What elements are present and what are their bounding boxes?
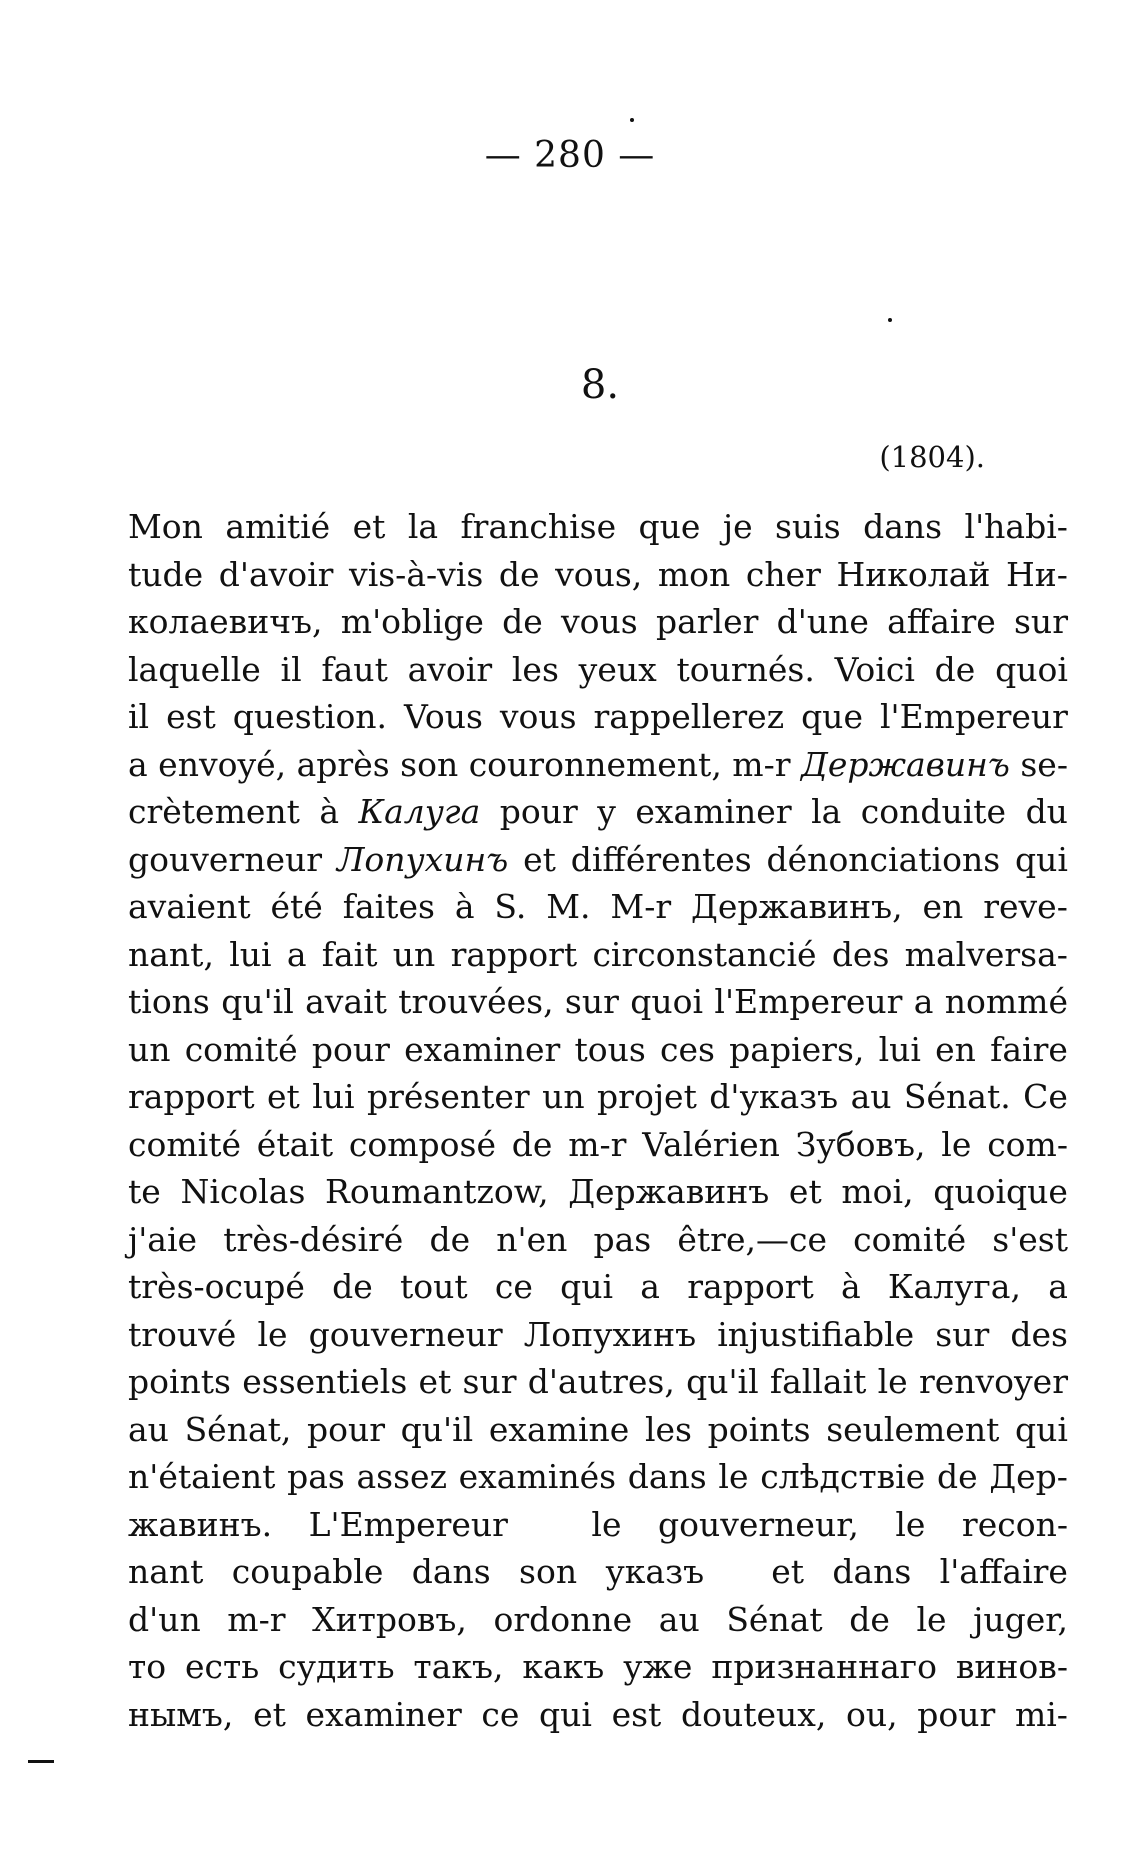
text-word: et — [523, 839, 556, 879]
text-word: comité — [128, 1124, 241, 1164]
text-word: être,—ce — [677, 1219, 827, 1259]
text-word: nant, — [128, 934, 214, 974]
text-word: son — [519, 1552, 578, 1591]
text-word: coupable — [231, 1552, 384, 1591]
text-line — [128, 1548, 1068, 1596]
text-word: de — [849, 1599, 890, 1639]
text-word: faire — [990, 1029, 1068, 1069]
text-word: qui — [1015, 839, 1068, 879]
text-word: moi, — [841, 1172, 914, 1211]
text-word: vous — [561, 602, 638, 641]
text-word: affaire — [887, 602, 996, 641]
text-word: n'en — [496, 1219, 568, 1259]
text-word: nommé — [944, 982, 1068, 1021]
text-word: pas — [287, 1457, 345, 1496]
text-word: composé — [348, 1124, 496, 1164]
text-word: au — [850, 1077, 892, 1116]
text-line — [128, 1263, 1068, 1311]
text-word: envoyé, — [158, 744, 287, 784]
text-word: d'указъ — [709, 1077, 839, 1116]
text-word: pour — [499, 792, 578, 831]
text-word: de — [511, 1124, 553, 1164]
text-word: le — [718, 1457, 749, 1496]
text-word: tude — [128, 554, 204, 594]
text-word: то — [128, 1647, 167, 1686]
text-line — [128, 1073, 1068, 1121]
text-word: avoir — [407, 649, 493, 689]
text-word: que — [801, 697, 863, 736]
text-word: m'oblige — [340, 602, 484, 641]
text-word: m-r — [732, 744, 791, 784]
page-number: — 280 — — [484, 135, 656, 176]
text-word: l'habi- — [964, 507, 1068, 546]
text-word: pour — [311, 1029, 390, 1069]
text-word: m-r — [227, 1599, 286, 1639]
text-word: comité — [853, 1219, 967, 1259]
text-line — [128, 1168, 1068, 1216]
text-word: des — [1010, 1314, 1068, 1354]
text-line — [128, 1121, 1068, 1169]
text-word: pour — [917, 1694, 996, 1734]
text-word: винов- — [955, 1647, 1068, 1686]
text-word: tout — [400, 1267, 468, 1306]
text-word: lui — [878, 1029, 921, 1069]
text-word: a — [286, 934, 307, 974]
text-word: crètement — [128, 792, 300, 831]
text-word: de — [934, 649, 976, 689]
text-line — [128, 931, 1068, 979]
text-word: L'Empereur — [308, 1504, 508, 1544]
text-line — [128, 1026, 1068, 1074]
text-word: des — [831, 934, 890, 974]
text-word: M. — [546, 887, 591, 926]
text-word: Ни- — [1006, 554, 1068, 594]
text-word: quoi — [630, 982, 704, 1021]
text-word: examinés — [458, 1457, 617, 1496]
letter-body — [128, 503, 1068, 1738]
text-word: d'avoir — [218, 554, 334, 594]
text-word: m-r — [568, 1124, 627, 1164]
text-word: après — [296, 744, 390, 784]
text-word: trouvé — [128, 1314, 237, 1354]
text-word: a — [913, 982, 934, 1021]
text-line — [128, 836, 1068, 884]
text-word: suis — [775, 507, 841, 546]
text-word: судить — [278, 1647, 395, 1686]
text-word: ou, — [846, 1694, 898, 1734]
text-word: Хитровъ, — [312, 1599, 467, 1639]
text-word: rapport — [128, 1077, 255, 1116]
text-word: le — [941, 1124, 972, 1164]
text-word: Ce — [1023, 1077, 1068, 1116]
text-word: est — [166, 697, 216, 736]
text-line — [128, 503, 1068, 551]
text-word: Mon — [128, 507, 203, 546]
text-word: Лопухинъ — [523, 1314, 697, 1354]
text-word: un — [542, 1077, 585, 1116]
text-word: d'un — [128, 1599, 201, 1639]
text-word: Valérien — [642, 1124, 780, 1164]
text-word: points — [128, 1362, 231, 1401]
text-word: Державинъ — [568, 1172, 770, 1211]
text-word: trouvées, — [398, 982, 554, 1021]
text-word: Лопухинъ — [336, 839, 509, 879]
text-line — [128, 646, 1068, 694]
text-word: tournés. — [676, 649, 815, 689]
text-word: faut — [321, 649, 388, 689]
text-word: de — [936, 1457, 978, 1496]
text-word: quoi — [995, 649, 1068, 689]
text-word: question. — [232, 697, 388, 736]
text-word: ordonne — [493, 1599, 633, 1639]
text-line — [128, 741, 1068, 789]
text-word: renvoyer — [918, 1362, 1068, 1401]
text-word: Калуга, — [887, 1267, 1021, 1306]
text-word: Зубовъ, — [795, 1124, 926, 1164]
text-word: dénonciations — [766, 839, 1001, 879]
text-word: au — [128, 1409, 169, 1449]
text-word: j'aie — [128, 1219, 198, 1259]
text-word: S. — [494, 887, 527, 926]
text-line — [128, 1596, 1068, 1644]
text-word: le — [257, 1314, 288, 1354]
text-word: Державинъ — [801, 744, 1010, 784]
text-word: pour — [307, 1409, 386, 1449]
text-word: de — [332, 1267, 373, 1306]
text-word: est — [611, 1694, 662, 1734]
text-word: en — [922, 887, 964, 926]
text-word: présenter — [367, 1077, 530, 1116]
text-line — [128, 1691, 1068, 1739]
text-word: gouverneur — [128, 839, 323, 879]
text-word: sur — [462, 1362, 517, 1401]
text-word: tous — [574, 1029, 646, 1069]
text-word: un — [128, 1029, 171, 1069]
text-word: de — [502, 602, 543, 641]
text-word: qu'il — [686, 1362, 759, 1401]
text-word: et — [788, 1172, 822, 1211]
text-word: amitié — [225, 507, 331, 546]
text-word: les — [511, 649, 559, 689]
text-word: examiner — [305, 1694, 462, 1734]
text-word: à — [319, 792, 340, 831]
text-word: rapport — [687, 1267, 814, 1306]
text-word: pas — [593, 1219, 652, 1259]
text-word: dans — [411, 1552, 491, 1591]
text-word: il — [280, 649, 302, 689]
text-word: le — [916, 1599, 947, 1639]
text-word: points — [707, 1409, 811, 1449]
ink-speck — [630, 118, 634, 122]
text-word: vous — [499, 697, 577, 736]
text-word: projet — [597, 1077, 697, 1116]
text-word: l'Empereur — [879, 697, 1068, 736]
text-word: très-désiré — [223, 1219, 404, 1259]
text-word: douteux, — [680, 1694, 827, 1734]
text-word: injustifiable — [717, 1314, 915, 1354]
text-line — [128, 883, 1068, 931]
text-word: l'Empereur — [714, 982, 903, 1021]
text-word: rappellerez — [593, 697, 785, 736]
text-word: такъ, — [413, 1647, 504, 1686]
text-word: Sénat, — [184, 1409, 292, 1449]
text-word: se- — [1020, 744, 1068, 784]
text-word: en — [935, 1029, 976, 1069]
text-word: franchise — [460, 507, 617, 546]
text-word: Николай — [836, 554, 991, 594]
text-word: mon — [657, 554, 731, 594]
text-word: yeux — [578, 649, 657, 689]
text-word: examiner — [635, 792, 792, 831]
text-line — [128, 788, 1068, 836]
text-line — [128, 978, 1068, 1026]
text-word: Nicolas — [180, 1172, 306, 1211]
text-line — [128, 1311, 1068, 1359]
text-word: la — [811, 792, 842, 831]
text-word: avait — [305, 982, 387, 1021]
text-line — [128, 1358, 1068, 1406]
text-word: recon- — [961, 1504, 1068, 1544]
text-word: juger, — [973, 1599, 1068, 1639]
text-word: été — [270, 887, 323, 926]
text-word: Voici — [834, 649, 915, 689]
text-word: je — [722, 507, 753, 546]
text-word: papiers, — [729, 1029, 865, 1069]
text-word: vis-à-vis — [349, 554, 484, 594]
text-word: le — [877, 1362, 908, 1401]
text-word: gouverneur — [308, 1314, 503, 1354]
text-word: qu'il — [400, 1409, 474, 1449]
text-word: a — [640, 1267, 660, 1306]
ink-speck — [888, 318, 892, 322]
text-word: lui — [312, 1077, 355, 1116]
text-word: examiner — [404, 1029, 561, 1069]
text-word: différentes — [570, 839, 752, 879]
text-line — [128, 1643, 1068, 1691]
text-word: нымъ, — [128, 1694, 234, 1734]
text-word: s'est — [992, 1219, 1068, 1259]
text-word: parler — [655, 602, 759, 641]
text-word: au — [658, 1599, 700, 1639]
text-word: Vous — [404, 697, 483, 736]
text-word: tions — [128, 982, 210, 1021]
text-word: le — [591, 1504, 622, 1544]
text-word: qui — [560, 1267, 614, 1306]
text-word: dans — [863, 507, 943, 546]
text-word: couronnement, — [468, 744, 722, 784]
text-word: y — [597, 792, 616, 831]
text-word: mi- — [1014, 1694, 1068, 1734]
text-word: qu'il — [221, 982, 294, 1021]
text-word: dans — [832, 1552, 912, 1591]
text-word: te — [128, 1172, 161, 1211]
text-word: уже — [623, 1647, 693, 1686]
text-word: nant — [128, 1552, 204, 1591]
text-word: fallait — [769, 1362, 867, 1401]
text-word: conduite — [860, 792, 1007, 831]
text-word: dans — [627, 1457, 707, 1496]
margin-mark — [28, 1760, 54, 1763]
text-word: et — [352, 507, 386, 546]
text-word: l'affaire — [939, 1552, 1068, 1591]
letter-date: (1804). — [879, 440, 985, 474]
text-word: M-r — [610, 887, 672, 926]
text-word: a — [128, 744, 148, 784]
text-word: reve- — [983, 887, 1068, 926]
text-word: et — [418, 1362, 452, 1401]
text-word: gouverneur, — [657, 1504, 859, 1544]
text-word: Державинъ, — [691, 887, 903, 926]
text-word: essentiels — [242, 1362, 408, 1401]
text-gap — [732, 1548, 743, 1596]
text-word: Sénat — [726, 1599, 823, 1639]
text-word: Roumantzow, — [325, 1172, 549, 1211]
text-word: Sénat. — [903, 1077, 1011, 1116]
text-word: Калуга — [358, 792, 481, 831]
text-gap — [544, 1501, 555, 1549]
text-line — [128, 693, 1068, 741]
text-word: assez — [356, 1457, 447, 1496]
text-word: très-ocupé — [128, 1267, 305, 1306]
text-word: et — [771, 1552, 805, 1591]
letter-number: 8. — [580, 362, 620, 408]
text-word: qui — [1014, 1409, 1068, 1449]
text-word: qui — [539, 1694, 592, 1734]
text-word: était — [256, 1124, 334, 1164]
text-word: колаевичъ, — [128, 602, 323, 641]
text-word: fait — [321, 934, 378, 974]
text-word: признаннаго — [711, 1647, 937, 1686]
text-word: que — [638, 507, 701, 546]
text-word: quoique — [933, 1172, 1068, 1211]
text-word: et — [253, 1694, 286, 1734]
text-word: sur — [1014, 602, 1068, 641]
text-word: vous, — [555, 554, 643, 594]
text-line — [128, 1453, 1068, 1501]
text-word: un — [392, 934, 436, 974]
text-line — [128, 1216, 1068, 1264]
text-word: n'étaient — [128, 1457, 276, 1496]
text-word: de — [429, 1219, 471, 1259]
text-word: слѣдствіе — [760, 1457, 926, 1496]
text-word: d'une — [776, 602, 869, 641]
text-word: lui — [229, 934, 272, 974]
text-word: a — [1048, 1267, 1068, 1306]
text-word: какъ — [522, 1647, 605, 1686]
text-word: à — [841, 1267, 861, 1306]
text-word: d'autres, — [527, 1362, 675, 1401]
text-word: cher — [745, 554, 821, 594]
text-word: il — [128, 697, 150, 736]
text-word: du — [1025, 792, 1068, 831]
text-word: examine — [488, 1409, 630, 1449]
text-word: la — [407, 507, 439, 546]
text-line — [128, 598, 1068, 646]
text-word: ce — [481, 1694, 520, 1734]
text-word: ces — [660, 1029, 715, 1069]
text-word: à — [454, 887, 475, 926]
text-line — [128, 551, 1068, 599]
text-line — [128, 1406, 1068, 1454]
text-word: ce — [494, 1267, 533, 1306]
text-word: есть — [185, 1647, 260, 1686]
text-word: rapport — [450, 934, 578, 974]
text-word: malversa- — [904, 934, 1068, 974]
text-word: son — [400, 744, 459, 784]
text-word: seulement — [826, 1409, 1000, 1449]
text-word: circonstancié — [592, 934, 817, 974]
text-word: жавинъ. — [128, 1504, 273, 1544]
text-word: avaient — [128, 887, 251, 926]
text-word: de — [498, 554, 540, 594]
text-word: sur — [935, 1314, 990, 1354]
text-word: com- — [987, 1124, 1068, 1164]
text-word: le — [895, 1504, 926, 1544]
text-word: laquelle — [128, 649, 261, 689]
text-word: Дер- — [989, 1457, 1068, 1496]
text-word: указъ — [605, 1552, 705, 1591]
text-word: faites — [342, 887, 435, 926]
text-word: et — [267, 1077, 300, 1116]
text-line — [128, 1501, 1068, 1549]
text-word: sur — [564, 982, 619, 1021]
text-word: les — [644, 1409, 692, 1449]
text-word: comité — [184, 1029, 298, 1069]
